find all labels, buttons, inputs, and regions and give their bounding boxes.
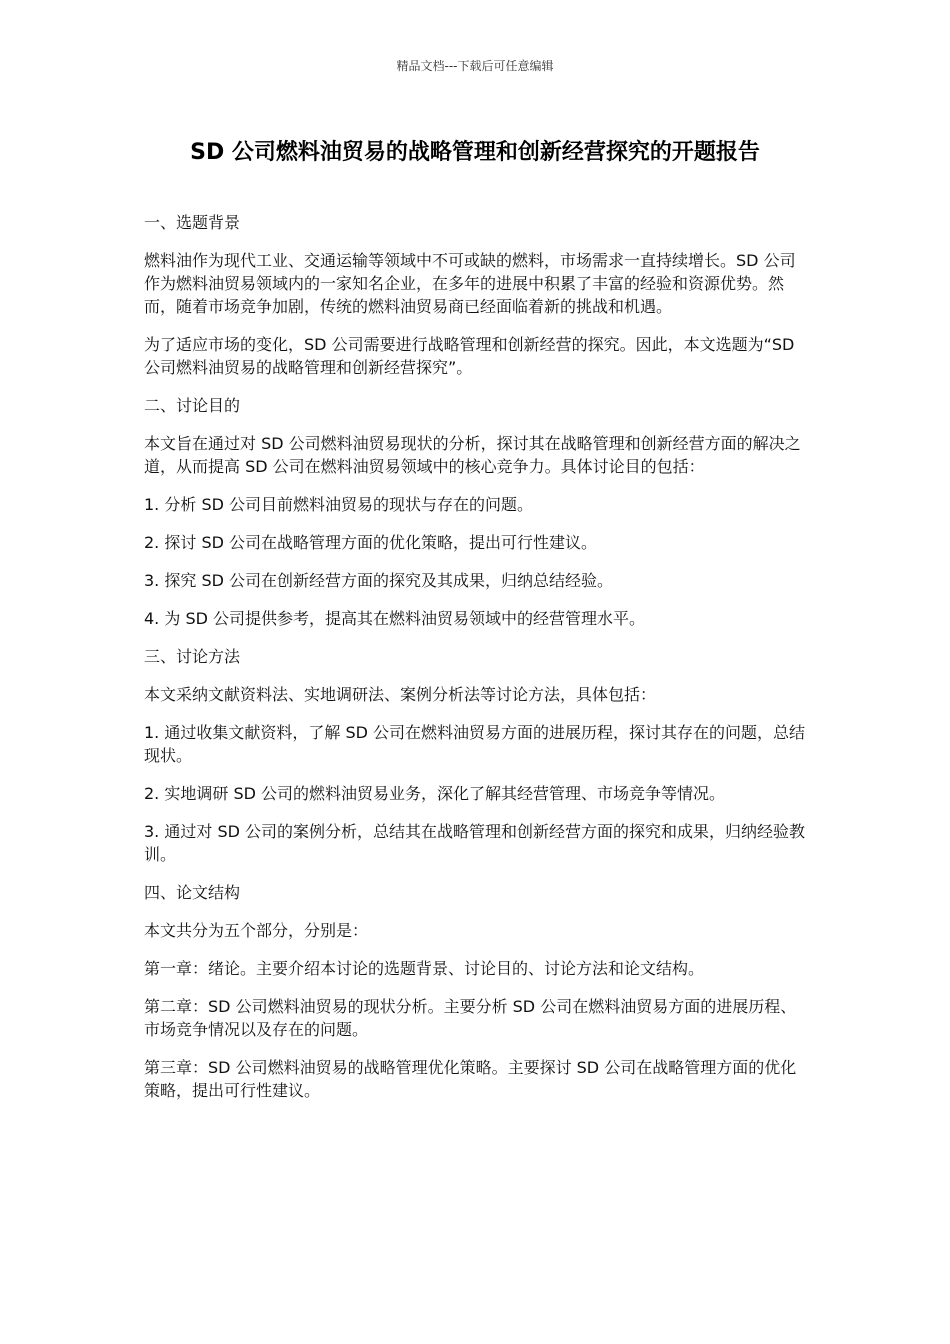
paragraph-method-intro: 本文采纳文献资料法、实地调研法、案例分析法等讨论方法，具体包括： (144, 685, 657, 704)
document-body (144, 211, 808, 1117)
chapter-item-3: 第三章：SD 公司燃料油贸易的战略管理优化策略。主要探讨 SD 公司在战略管理方面的优化策略，提出可行性建议。 (144, 1058, 797, 1100)
purpose-item-1: 1. 分析 SD 公司目前燃料油贸易的现状与存在的问题。 (144, 495, 534, 514)
purpose-item-2: 2. 探讨 SD 公司在战略管理方面的优化策略，提出可行性建议。 (144, 533, 598, 552)
section-heading-background: 一、选题背景 (144, 213, 241, 232)
chapter-item-2: 第二章：SD 公司燃料油贸易的现状分析。主要分析 SD 公司在燃料油贸易方面的进展历程、市场竞争情况以及存在的问题。 (144, 997, 797, 1039)
paragraph-background-1: 燃料油作为现代工业、交通运输等领域中不可或缺的燃料，市场需求一直持续增长。SD 公司作为燃料油贸易领域内的一家知名企业，在多年的进展中积累了丰富的经验和资源优势。然而，随着市场竞争加剧，传统的燃料油贸易商已经面临着新的挑战和机遇。 (144, 251, 796, 316)
section-heading-purpose: 二、讨论目的 (144, 396, 241, 415)
section-heading-structure: 四、论文结构 (144, 883, 241, 902)
document-title: SD 公司燃料油贸易的战略管理和创新经营探究的开题报告 (190, 140, 760, 165)
chapter-item-1: 第一章：绪论。主要介绍本讨论的选题背景、讨论目的、讨论方法和论文结构。 (144, 959, 705, 978)
purpose-item-4: 4. 为 SD 公司提供参考，提高其在燃料油贸易领域中的经营管理水平。 (144, 609, 646, 628)
method-item-2: 2. 实地调研 SD 公司的燃料油贸易业务，深化了解其经营管理、市场竞争等情况。 (144, 784, 726, 803)
method-item-3: 3. 通过对 SD 公司的案例分析，总结其在战略管理和创新经营方面的探究和成果，归纳经验教训。 (144, 822, 806, 864)
section-heading-method: 三、讨论方法 (144, 647, 241, 666)
page-header: 精品文档---下载后可任意编辑 (396, 59, 554, 73)
method-item-1: 1. 通过收集文献资料，了解 SD 公司在燃料油贸易方面的进展历程，探讨其存在的问题，总结现状。 (144, 723, 806, 765)
paragraph-purpose-intro: 本文旨在通过对 SD 公司燃料油贸易现状的分析，探讨其在战略管理和创新经营方面的解决之道，从而提高 SD 公司在燃料油贸易领域中的核心竞争力。具体讨论目的包括： (144, 434, 801, 476)
purpose-item-3: 3. 探究 SD 公司在创新经营方面的探究及其成果，归纳总结经验。 (144, 571, 614, 590)
paragraph-background-2: 为了适应市场的变化，SD 公司需要进行战略管理和创新经营的探究。因此，本文选题为“SD 公司燃料油贸易的战略管理和创新经营探究”。 (144, 335, 795, 377)
paragraph-structure-intro: 本文共分为五个部分，分别是： (144, 921, 369, 940)
